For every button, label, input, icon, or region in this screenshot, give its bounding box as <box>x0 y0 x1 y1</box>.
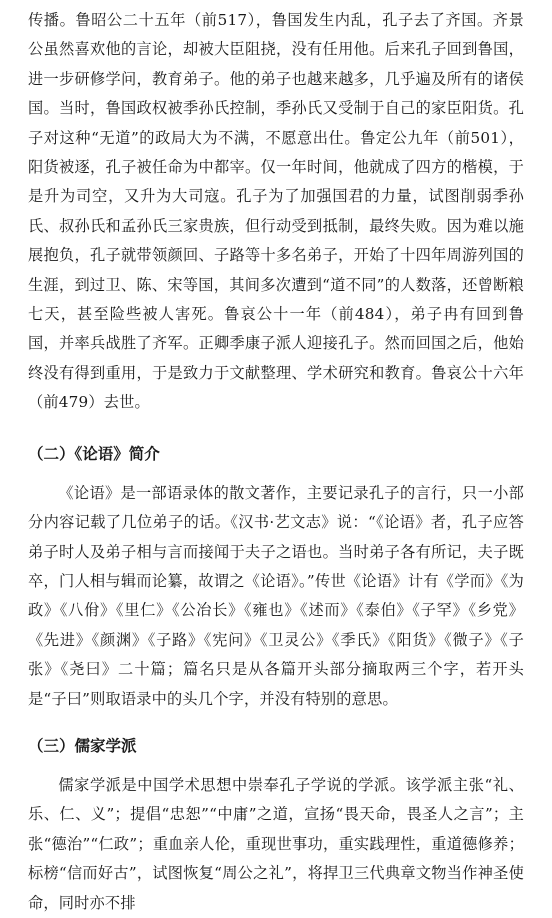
confucian-school-paragraph: 儒家学派是中国学术思想中崇奉孔子学说的学派。该学派主张“礼、乐、仁、义”；提倡“忠恕”“中庸”之道，宣扬“畏天命，畏圣人之言”；主张“德治”“仁政”；重血亲人伦，重现世事功，重实践理性，重道德修养；标榜“信而好古”，试图恢复“周公之礼”，将捍卫三代典章文物当作神圣使命，同时亦不排 <box>28 775 524 912</box>
intro-paragraph: 传播。鲁昭公二十五年（前517），鲁国发生内乱，孔子去了齐国。齐景公虽然喜欢他的言论，却被大臣阻挠，没有任用他。后来孔子回到鲁国，进一步研修学问，教育弟子。他的弟子也越来越多，几乎遍及所有的诸侯国。当时，鲁国政权被季孙氏控制，季孙氏又受制于自己的家臣阳货。孔子对这种“无道”的政局大为不满，不愿意出仕。鲁定公九年（前501），阳货被逐，孔子被任命为中都宰。仅一年时间，他就成了四方的楷模，于是升为司空，又升为大司寇。孔子为了加强国君的力量，试图削弱季孙氏、叔孙氏和孟孙氏三家贵族，但行动受到抵制，最终失败。因为难以施展抱负，孔子就带领颜回、子路等十多名弟子，开始了十四年周游列国的生涯，到过卫、陈、宋等国，其间多次遭到“道不同”的人数落，还曾断粮七天，甚至险些被人害死。鲁哀公十一年（前484），弟子冉有回到鲁国，并率兵战胜了齐军。正卿季康子派人迎接孔子。然而回国之后，他始终没有得到重用，于是致力于文献整理、学术研究和教育。鲁哀公十六年（前479）去世。 <box>28 11 524 412</box>
spacer <box>28 418 524 440</box>
lunyu-paragraph: 《论语》是一部语录体的散文著作，主要记录孔子的言行，只一小部分内容记载了几位弟子的话。《汉书·艺文志》说：“《论语》者，孔子应答弟子时人及弟子相与言而接闻于夫子之语也。当时弟子各有所记，夫子既卒，门人相与辑而论纂，故谓之《论语》。”传世《论语》计有《学而》《为政》《八佾》《里仁》《公冶长》《雍也》《述而》《泰伯》《子罕》《乡党》《先进》《颜渊》《子路》《宪问》《卫灵公》《季氏》《阳货》《微子》《子张》《尧曰》二十篇；篇名只是从各篇开头部分摘取两三个字，若开头是“子曰”则取语录中的头几个字，并没有特别的意思。 <box>28 483 524 708</box>
section-heading-lunyu: （二）《论语》简介 <box>28 444 160 463</box>
section-heading-confucian-school: （三）儒家学派 <box>28 736 137 755</box>
spacer <box>28 714 524 732</box>
spacer <box>28 761 524 771</box>
spacer <box>28 469 524 479</box>
